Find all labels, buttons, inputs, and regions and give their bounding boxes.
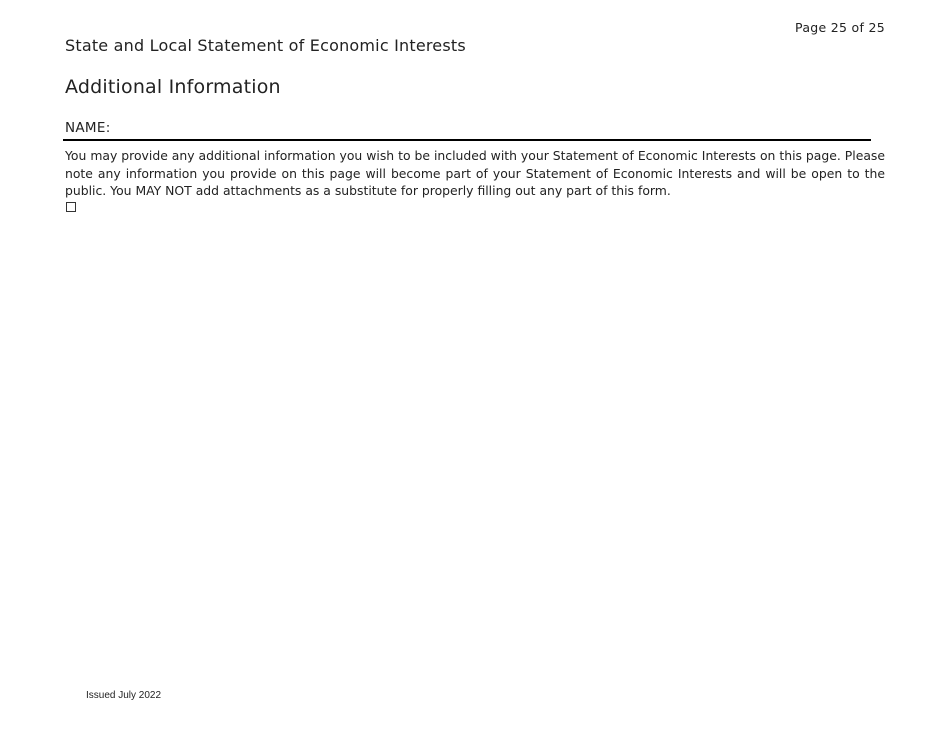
instructions-text: You may provide any additional information you wish to be included with your Statement of Economic Interests on this page. Please note any information you provide on this page will become part of your Statement of Economic Interests and will be open to the public. You MAY NOT add attachments as a substitute for properly filling out any part of this form. [65,148,885,199]
additional-info-checkbox[interactable] [66,202,76,212]
name-field[interactable] [115,120,871,138]
name-row [63,120,871,141]
name-label: NAME: [65,120,111,136]
section-title: Additional Information [65,76,281,98]
form-title: State and Local Statement of Economic Interests [65,36,466,55]
footer-issued-date: Issued July 2022 [86,690,162,701]
page-number: Page 25 of 25 [795,20,885,35]
